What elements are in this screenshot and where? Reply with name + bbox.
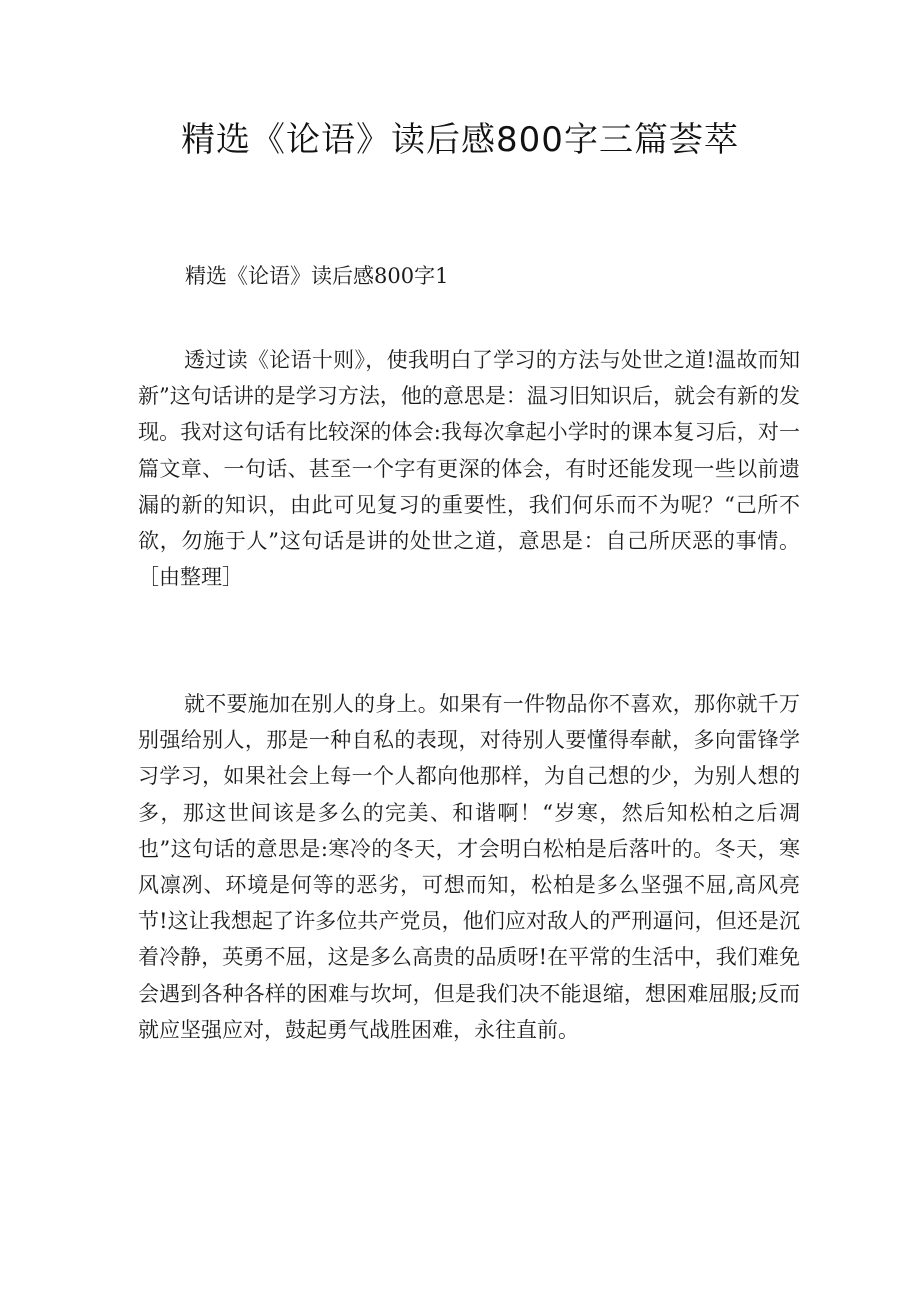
section-heading: 精选《论语》读后感800字1 — [185, 264, 449, 288]
paragraph-1: 透过读《论语十则》，使我明白了学习的方法与处世之道!温故而知新”这句话讲的是学习方法，他的意思是：温习旧知识后，就会有新的发现。我对这句话有比较深的体会:我每次拿起小学时的课本复习后，对一篇文章、一句话、甚至一个字有更深的体会，有时还能发现一些以前遗漏的新的知识，由此可见复习的重要性，我们何乐而不为呢？“己所不欲，勿施于人”这句话是讲的处世之道，意思是：自己所厌恶的事情。［由整理］ — [138, 348, 800, 590]
paragraph-2: 就不要施加在别人的身上。如果有一件物品你不喜欢，那你就千万别强给别人，那是一种自私的表现，对待别人要懂得奉献，多向雷锋学习学习，如果社会上每一个人都向他那样，为自己想的少，为别人想的多，那这世间该是多么的完美、和谐啊！“岁寒，然后知松柏之后凋也”这句话的意思是:寒冷的冬天，才会明白松柏是后落叶的。冬天，寒风凛冽、环境是何等的恶劣，可想而知，松柏是多么坚强不屈,高风亮节!这让我想起了许多位共产党员，他们应对敌人的严刑逼问，但还是沉着冷静，英勇不屈，这是多么高贵的品质呀!在平常的生活中，我们难免会遇到各种各样的困难与坎坷，但是我们决不能退缩，想困难屈服;反而就应坚强应对，鼓起勇气战胜困难，永往直前。 — [138, 692, 800, 1042]
document-title: 精选《论语》读后感800字三篇荟萃 — [181, 120, 739, 160]
